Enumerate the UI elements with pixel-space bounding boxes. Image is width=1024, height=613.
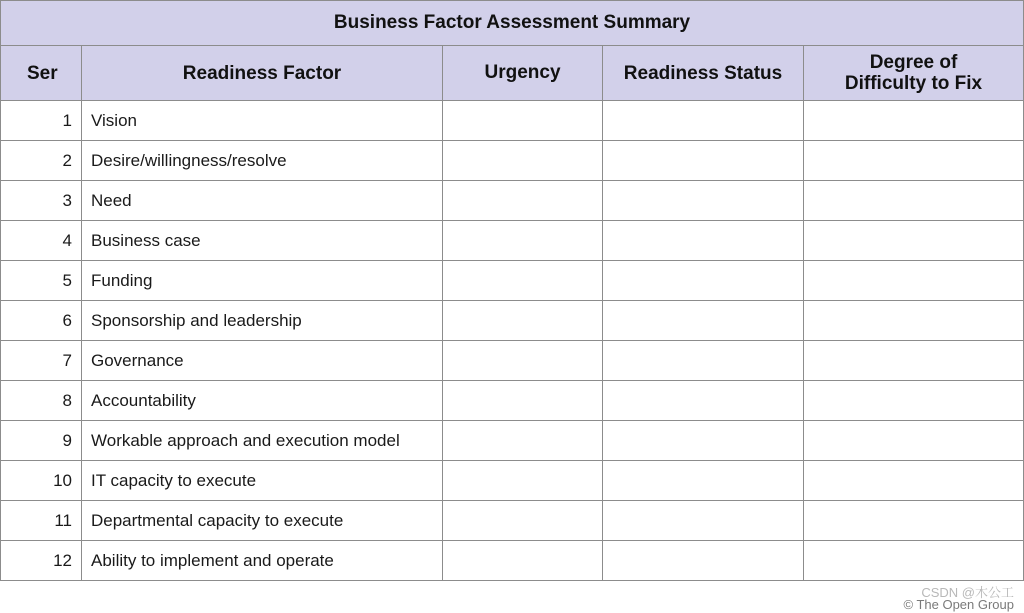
table-row <box>1 221 1024 261</box>
row-difficulty-cell <box>804 141 1024 181</box>
row-readiness-factor: Desire/willingness/resolve <box>82 141 443 181</box>
row-difficulty-cell <box>804 301 1024 341</box>
row-readiness-factor: Accountability <box>82 381 443 421</box>
row-serial-number: 3 <box>1 181 82 221</box>
row-readiness-status-cell <box>603 461 804 501</box>
row-serial-number: 1 <box>1 101 82 141</box>
row-urgency-cell <box>443 101 603 141</box>
row-serial-number: 6 <box>1 301 82 341</box>
row-urgency-cell <box>443 341 603 381</box>
row-readiness-status-cell <box>603 101 804 141</box>
difficulty-header-line1: Degree of <box>869 52 958 73</box>
table-row <box>1 501 1024 541</box>
table-row <box>1 461 1024 501</box>
row-serial-number: 7 <box>1 341 82 381</box>
row-serial-number: 4 <box>1 221 82 261</box>
row-readiness-factor: Funding <box>82 261 443 301</box>
row-readiness-factor: Business case <box>82 221 443 261</box>
row-difficulty-cell <box>804 221 1024 261</box>
table-row <box>1 341 1024 381</box>
row-urgency-cell <box>443 221 603 261</box>
footer <box>903 587 1014 611</box>
table-title: Business Factor Assessment Summary <box>1 1 1024 46</box>
row-readiness-status-cell <box>603 421 804 461</box>
row-readiness-status-cell <box>603 501 804 541</box>
row-urgency-cell <box>443 141 603 181</box>
row-serial-number: 2 <box>1 141 82 181</box>
row-serial-number: 9 <box>1 421 82 461</box>
row-readiness-status-cell <box>603 341 804 381</box>
column-header-urgency: Urgency <box>443 46 603 101</box>
row-urgency-cell <box>443 301 603 341</box>
row-urgency-cell <box>443 461 603 501</box>
table-row <box>1 261 1024 301</box>
row-difficulty-cell <box>804 501 1024 541</box>
row-serial-number: 8 <box>1 381 82 421</box>
row-readiness-factor: Need <box>82 181 443 221</box>
row-urgency-cell <box>443 381 603 421</box>
row-readiness-factor: Governance <box>82 341 443 381</box>
column-header-degree-of-difficulty <box>804 46 1024 101</box>
csdn-watermark: CSDN @木公工 <box>921 585 1014 600</box>
column-header-ser: Ser <box>1 46 82 101</box>
row-readiness-factor: IT capacity to execute <box>82 461 443 501</box>
row-serial-number: 5 <box>1 261 82 301</box>
row-serial-number: 11 <box>1 501 82 541</box>
row-difficulty-cell <box>804 421 1024 461</box>
row-urgency-cell <box>443 181 603 221</box>
table-body <box>1 101 1024 581</box>
row-readiness-status-cell <box>603 181 804 221</box>
difficulty-header-line2: Difficulty to Fix <box>844 73 983 94</box>
row-urgency-cell <box>443 501 603 541</box>
row-urgency-cell <box>443 421 603 461</box>
table-row <box>1 101 1024 141</box>
row-difficulty-cell <box>804 261 1024 301</box>
row-urgency-cell <box>443 261 603 301</box>
column-header-readiness-factor: Readiness Factor <box>82 46 443 101</box>
row-readiness-factor: Workable approach and execution model <box>82 421 443 461</box>
row-readiness-factor: Departmental capacity to execute <box>82 501 443 541</box>
copyright-notice: © The Open Group <box>903 597 1014 612</box>
row-serial-number: 10 <box>1 461 82 501</box>
table-row <box>1 301 1024 341</box>
row-readiness-status-cell <box>603 221 804 261</box>
row-serial-number: 12 <box>1 541 82 581</box>
table-row <box>1 421 1024 461</box>
row-difficulty-cell <box>804 381 1024 421</box>
row-readiness-status-cell <box>603 541 804 581</box>
row-readiness-status-cell <box>603 261 804 301</box>
row-difficulty-cell <box>804 341 1024 381</box>
table-row <box>1 541 1024 581</box>
row-difficulty-cell <box>804 461 1024 501</box>
row-readiness-status-cell <box>603 301 804 341</box>
row-readiness-factor: Sponsorship and leadership <box>82 301 443 341</box>
row-difficulty-cell <box>804 101 1024 141</box>
column-header-readiness-status: Readiness Status <box>603 46 804 101</box>
row-difficulty-cell <box>804 181 1024 221</box>
row-urgency-cell <box>443 541 603 581</box>
row-readiness-status-cell <box>603 141 804 181</box>
table-row <box>1 141 1024 181</box>
row-readiness-factor: Vision <box>82 101 443 141</box>
table-row <box>1 381 1024 421</box>
row-difficulty-cell <box>804 541 1024 581</box>
table-row <box>1 181 1024 221</box>
row-readiness-status-cell <box>603 381 804 421</box>
row-readiness-factor: Ability to implement and operate <box>82 541 443 581</box>
